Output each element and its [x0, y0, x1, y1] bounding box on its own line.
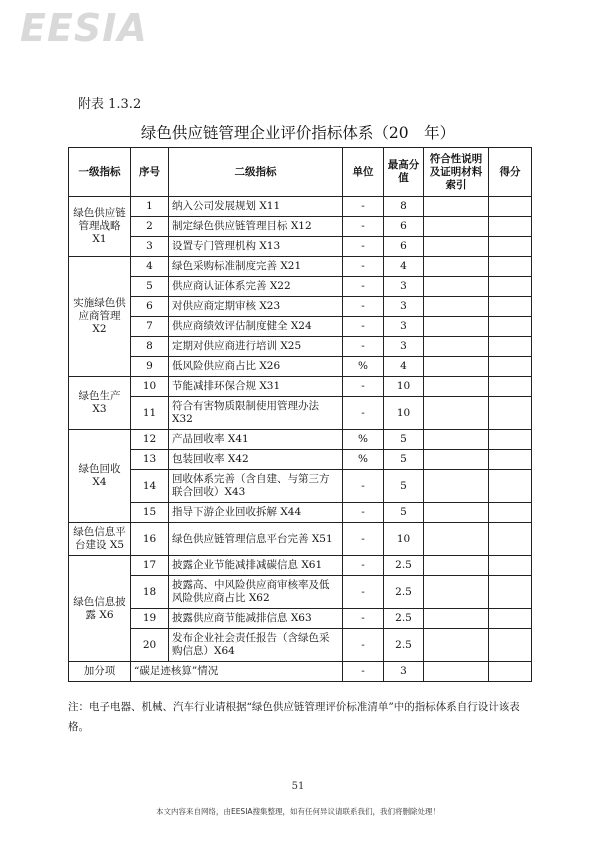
unit-cell: -: [343, 523, 384, 556]
level2-indicator-cell: 回收体系完善（含自建、与第三方联合回收）X43: [169, 470, 343, 503]
level2-indicator-cell: 包装回收率 X42: [169, 450, 343, 470]
table-row: [69, 237, 532, 257]
table-row: [69, 397, 532, 430]
table-row: [69, 609, 532, 629]
evidence-cell: [424, 397, 489, 430]
unit-cell: -: [343, 197, 384, 217]
max-score-cell: 6: [384, 217, 424, 237]
level2-indicator-cell: 披露供应商节能减排信息 X63: [169, 609, 343, 629]
evidence-cell: [424, 470, 489, 503]
footer-disclaimer: 本文内容来自网络，由EESIA搜集整理，如有任何异议请联系我们，我们将删除处理！: [155, 807, 441, 816]
table-row: [69, 470, 532, 503]
score-cell: [489, 197, 532, 217]
max-score-cell: 6: [384, 237, 424, 257]
table-row: [69, 503, 532, 523]
max-score-cell: 10: [384, 523, 424, 556]
seq-cell: 3: [131, 237, 169, 257]
header-score: 得分: [489, 148, 532, 197]
seq-cell: 17: [131, 556, 169, 576]
unit-cell: -: [343, 470, 384, 503]
header-seq: 序号: [131, 148, 169, 197]
header-level1: 一级指标: [69, 148, 131, 197]
seq-cell: 16: [131, 523, 169, 556]
unit-cell: %: [343, 430, 384, 450]
max-score-cell: 2.5: [384, 629, 424, 662]
max-score-cell: 2.5: [384, 556, 424, 576]
table-row: [69, 450, 532, 470]
level2-indicator-cell: 节能减排环保合规 X31: [169, 377, 343, 397]
evidence-cell: [424, 377, 489, 397]
table-row: [69, 297, 532, 317]
level1-indicator-cell: 绿色供应链管理战略 X1: [69, 197, 131, 257]
score-cell: [489, 217, 532, 237]
unit-cell: %: [343, 357, 384, 377]
max-score-cell: 3: [384, 337, 424, 357]
score-cell: [489, 556, 532, 576]
unit-cell: -: [343, 317, 384, 337]
evidence-cell: [424, 450, 489, 470]
level2-indicator-cell: 产品回收率 X41: [169, 430, 343, 450]
score-cell: [489, 662, 532, 682]
score-cell: [489, 377, 532, 397]
max-score-cell: 10: [384, 397, 424, 430]
evidence-cell: [424, 576, 489, 609]
max-score-cell: 3: [384, 662, 424, 682]
unit-cell: -: [343, 397, 384, 430]
score-cell: [489, 430, 532, 450]
level2-indicator-cell: 绿色供应链管理信息平台完善 X51: [169, 523, 343, 556]
seq-cell: 12: [131, 430, 169, 450]
evidence-cell: [424, 523, 489, 556]
seq-cell: 15: [131, 503, 169, 523]
level2-indicator-cell: 制定绿色供应链管理目标 X12: [169, 217, 343, 237]
table-body: [69, 197, 532, 682]
table-row: [69, 277, 532, 297]
table-row: [69, 317, 532, 337]
table-row: [69, 556, 532, 576]
table-header-row: [69, 148, 532, 197]
level2-indicator-cell: 符合有害物质限制使用管理办法 X32: [169, 397, 343, 430]
seq-cell: 11: [131, 397, 169, 430]
header-level2: 二级指标: [169, 148, 343, 197]
score-cell: [489, 503, 532, 523]
header-unit: 单位: [343, 148, 384, 197]
evidence-cell: [424, 337, 489, 357]
unit-cell: -: [343, 277, 384, 297]
max-score-cell: 4: [384, 257, 424, 277]
level2-indicator-cell: 设置专门管理机构 X13: [169, 237, 343, 257]
evidence-cell: [424, 357, 489, 377]
seq-cell: 5: [131, 277, 169, 297]
table-title: 绿色供应链管理企业评价指标体系（20 年）: [140, 124, 456, 142]
unit-cell: -: [343, 556, 384, 576]
max-score-cell: 10: [384, 377, 424, 397]
seq-cell: 10: [131, 377, 169, 397]
table-row: [69, 629, 532, 662]
seq-cell: 20: [131, 629, 169, 662]
evidence-cell: [424, 662, 489, 682]
unit-cell: -: [343, 337, 384, 357]
unit-cell: %: [343, 450, 384, 470]
seq-cell: 8: [131, 337, 169, 357]
score-cell: [489, 470, 532, 503]
evidence-cell: [424, 257, 489, 277]
evidence-cell: [424, 556, 489, 576]
table-row: [69, 197, 532, 217]
level2-indicator-cell: 对供应商定期审核 X23: [169, 297, 343, 317]
level2-indicator-cell: 发布企业社会责任报告（含绿色采购信息）X64: [169, 629, 343, 662]
score-cell: [489, 357, 532, 377]
evidence-cell: [424, 430, 489, 450]
score-cell: [489, 297, 532, 317]
unit-cell: -: [343, 662, 384, 682]
score-cell: [489, 317, 532, 337]
table-row: [69, 217, 532, 237]
unit-cell: -: [343, 297, 384, 317]
unit-cell: -: [343, 609, 384, 629]
score-cell: [489, 337, 532, 357]
seq-cell: 19: [131, 609, 169, 629]
max-score-cell: 3: [384, 277, 424, 297]
evidence-cell: [424, 197, 489, 217]
level2-indicator-cell: 供应商绩效评估制度健全 X24: [169, 317, 343, 337]
max-score-cell: 4: [384, 357, 424, 377]
seq-cell: 1: [131, 197, 169, 217]
appendix-label: 附表 1.3.2: [78, 97, 142, 112]
level2-indicator-cell: 指导下游企业回收拆解 X44: [169, 503, 343, 523]
table-row: [69, 337, 532, 357]
eesia-logo: EESIA: [20, 6, 148, 50]
evidence-cell: [424, 503, 489, 523]
level2-indicator-cell: 绿色采购标准制度完善 X21: [169, 257, 343, 277]
seq-cell: 4: [131, 257, 169, 277]
score-cell: [489, 523, 532, 556]
table-row: [69, 576, 532, 609]
score-cell: [489, 237, 532, 257]
page-number: 51: [291, 781, 305, 792]
max-score-cell: 3: [384, 317, 424, 337]
evidence-cell: [424, 317, 489, 337]
level1-indicator-cell: 绿色回收 X4: [69, 430, 131, 523]
unit-cell: -: [343, 576, 384, 609]
seq-cell: 6: [131, 297, 169, 317]
evidence-cell: [424, 609, 489, 629]
score-cell: [489, 609, 532, 629]
score-cell: [489, 397, 532, 430]
unit-cell: -: [343, 503, 384, 523]
unit-cell: -: [343, 237, 384, 257]
level2-indicator-cell: 披露企业节能减排减碳信息 X61: [169, 556, 343, 576]
indicator-table: [68, 147, 532, 682]
score-cell: [489, 450, 532, 470]
seq-cell: 7: [131, 317, 169, 337]
score-cell: [489, 629, 532, 662]
max-score-cell: 2.5: [384, 576, 424, 609]
unit-cell: -: [343, 629, 384, 662]
level2-indicator-cell: 纳入公司发展规划 X11: [169, 197, 343, 217]
seq-cell: 9: [131, 357, 169, 377]
score-cell: [489, 277, 532, 297]
evidence-cell: [424, 237, 489, 257]
level1-indicator-cell: 绿色信息披露 X6: [69, 556, 131, 662]
table-row: [69, 357, 532, 377]
bonus-indicator-cell: “碳足迹核算”情况: [131, 662, 343, 682]
unit-cell: -: [343, 257, 384, 277]
max-score-cell: 5: [384, 430, 424, 450]
seq-cell: 18: [131, 576, 169, 609]
level2-indicator-cell: 披露高、中风险供应商审核率及低风险供应商占比 X62: [169, 576, 343, 609]
bonus-row: [69, 662, 532, 682]
level1-indicator-cell: 实施绿色供应商管理 X2: [69, 257, 131, 377]
max-score-cell: 2.5: [384, 609, 424, 629]
level2-indicator-cell: 定期对供应商进行培训 X25: [169, 337, 343, 357]
level1-indicator-cell: 绿色信息平台建设 X5: [69, 523, 131, 556]
evidence-cell: [424, 217, 489, 237]
seq-cell: 13: [131, 450, 169, 470]
level2-indicator-cell: 低风险供应商占比 X26: [169, 357, 343, 377]
header-evidence: 符合性说明及证明材料索引: [424, 148, 489, 197]
evidence-cell: [424, 277, 489, 297]
evidence-cell: [424, 297, 489, 317]
table-row: [69, 523, 532, 556]
header-max-score: 最高分值: [384, 148, 424, 197]
seq-cell: 2: [131, 217, 169, 237]
max-score-cell: 3: [384, 297, 424, 317]
unit-cell: -: [343, 377, 384, 397]
max-score-cell: 8: [384, 197, 424, 217]
table-row: [69, 430, 532, 450]
table-row: [69, 377, 532, 397]
score-cell: [489, 257, 532, 277]
unit-cell: -: [343, 217, 384, 237]
level1-indicator-cell: 绿色生产 X3: [69, 377, 131, 430]
level2-indicator-cell: 供应商认证体系完善 X22: [169, 277, 343, 297]
max-score-cell: 5: [384, 503, 424, 523]
max-score-cell: 5: [384, 450, 424, 470]
seq-cell: 14: [131, 470, 169, 503]
score-cell: [489, 576, 532, 609]
bonus-label-cell: 加分项: [69, 662, 131, 682]
table-note: 注：电子电器、机械、汽车行业请根据“绿色供应链管理评价标准清单”中的指标体系自行设计该表格。: [68, 701, 520, 733]
max-score-cell: 5: [384, 470, 424, 503]
evidence-cell: [424, 629, 489, 662]
table-row: [69, 257, 532, 277]
